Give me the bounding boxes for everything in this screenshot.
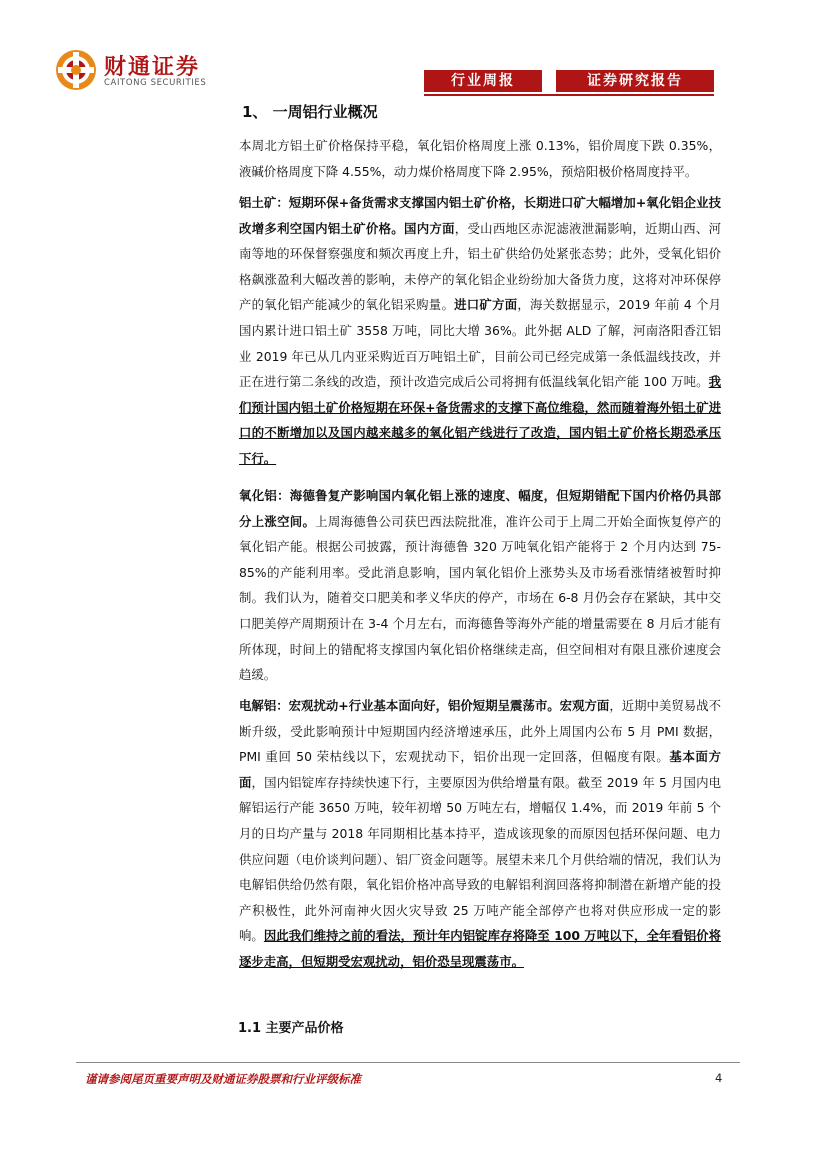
alumina-lead: 氧化铝：海德鲁复产影响国内氧化铝上涨的速度、幅度，但短期错配下国内价格仍具部分上涨空间。 xyxy=(239,488,721,529)
footer-disclaimer: 谨请参阅尾页重要声明及财通证券股票和行业评级标准 xyxy=(85,1072,361,1086)
report-type-tag: 行业周报 xyxy=(424,70,542,92)
bauxite-domestic-label: 国内方面 xyxy=(404,220,455,236)
bauxite-conclusion: 我们预计国内铝土矿价格短期在环保+备货需求的支撑下高位维稳，然而随着海外铝土矿进口的不断增加以及国内越来越多的氧化铝产线进行了改造，国内铝土矿价格长期恐承压下行。 xyxy=(239,374,721,466)
subsection-title: 1.1 主要产品价格 xyxy=(238,1021,344,1036)
summary-paragraph xyxy=(239,133,721,184)
alumina-paragraph xyxy=(239,483,721,688)
section-title: 1、 一周铝行业概况 xyxy=(242,103,378,121)
report-category-tag: 证券研究报告 xyxy=(556,70,714,92)
summary-text: 本周北方铝土矿价格保持平稳，氧化铝价格周度上涨 0.13%，铝价周度下跌 0.35%，液碱价格周度下降 4.55%，动力煤价格周度下降 2.95%，预焙阳极价格周度持平。 xyxy=(239,138,721,179)
bauxite-import-text: ，海关数据显示，2019 年前 4 个月国内累计进口铝土矿 3558 万吨，同比大增 36%。此外据 ALD 了解，河南洛阳香江铝业 2019 年已从几内亚采购近百万吨铝土矿，目前公司已经完成第一条低温线技改，并正在进行第二条线的改造，预计改造完成后公司将拥有低温线氧化铝产能 100 万吨。 xyxy=(239,297,722,390)
aluminum-lead: 电解铝：宏观扰动+行业基本面向好，铝价短期呈震荡市。 xyxy=(239,698,560,713)
aluminum-conclusion: 因此我们维持之前的看法，预计年内铝锭库存将降至 100 万吨以下，全年看铝价将逐步走高，但短期受宏观扰动，铝价恐呈现震荡市。 xyxy=(239,928,721,969)
brand-name-en: CAITONG SECURITIES xyxy=(104,78,207,88)
bauxite-lead: 铝土矿：短期环保+备货需求支撑国内铝土矿价格，长期进口矿大幅增加+氧化铝企业技改增多利空国内铝土矿价格。 xyxy=(239,195,721,236)
header-divider xyxy=(424,94,714,96)
caitong-logo-icon xyxy=(54,48,98,92)
bauxite-paragraph xyxy=(239,190,721,472)
bauxite-domestic-text: ，受山西地区赤泥滤液泄漏影响，近期山西、河南等地的环保督察强度和频次再度上升，铝土矿供给仍处紧张态势；此外，受氧化铝价格飙涨盈利大幅改善的影响，未停产的氧化铝企业纷纷加大备货力度，这将对冲环保停产的氧化铝产能减少的氧化铝采购量。 xyxy=(239,220,722,313)
aluminum-macro-text: ，近期中美贸易战不断升级，受此影响预计中短期国内经济增速承压，此外上周国内公布 5 月 PMI 数据，PMI 重回 50 荣枯线以下，宏观扰动下，铝价出现一定回落，但幅度有限。 xyxy=(239,698,722,765)
bauxite-import-label: 进口矿方面 xyxy=(454,297,518,313)
page-header xyxy=(0,0,827,100)
electrolytic-aluminum-paragraph xyxy=(239,693,721,975)
alumina-text: 上周海德鲁公司获巴西法院批准，准许公司于上周二开始全面恢复停产的氧化铝产能。根据公司披露，预计海德鲁 320 万吨氧化铝产能将于 2 个月内达到 75-85%的产能利用率。受此消息影响，国内氧化铝价上涨势头及市场看涨情绪被暂时抑制。我们认为，随着交口肥美和孝义华庆的停产，市场在 6-8 月仍会存在紧缺，其中交口肥美停产周期预计在 3-4 个月左右，而海德鲁等海外产能的增量需要在 8 月后才能有所体现，时间上的错配将支撑国内氧化铝价格继续走高，但空间相对有限且涨价速度会趋缓。 xyxy=(239,513,722,683)
aluminum-macro-label: 宏观方面 xyxy=(559,698,610,713)
aluminum-fundamental-label: 基本面方面 xyxy=(239,749,722,790)
brand-name-cn: 财通证券 xyxy=(104,55,201,80)
page-number: 4 xyxy=(715,1071,723,1085)
aluminum-fundamental-text: ，国内铝锭库存持续快速下行，主要原因为供给增量有限。截至 2019 年 5 月国内电解铝运行产能 3650 万吨，较年初增 50 万吨左右，增幅仅 1.4%，而 2019 年前 5 个月的日均产量与 2018 年同期相比基本持平，造成该现象的而原因包括环保问题、电力供应问题（电价谈判问题）、铝厂资金问题等。展望未来几个月供给端的情况，我们认为电解铝供给仍然有限，氧化铝价格冲高导致的电解铝利润回落将抑制潜在新增产能的投产积极性，此外河南神火因火灾导致 25 万吨产能全部停产也将对供应形成一定的影响。 xyxy=(239,774,722,944)
footer-divider xyxy=(76,1062,740,1063)
